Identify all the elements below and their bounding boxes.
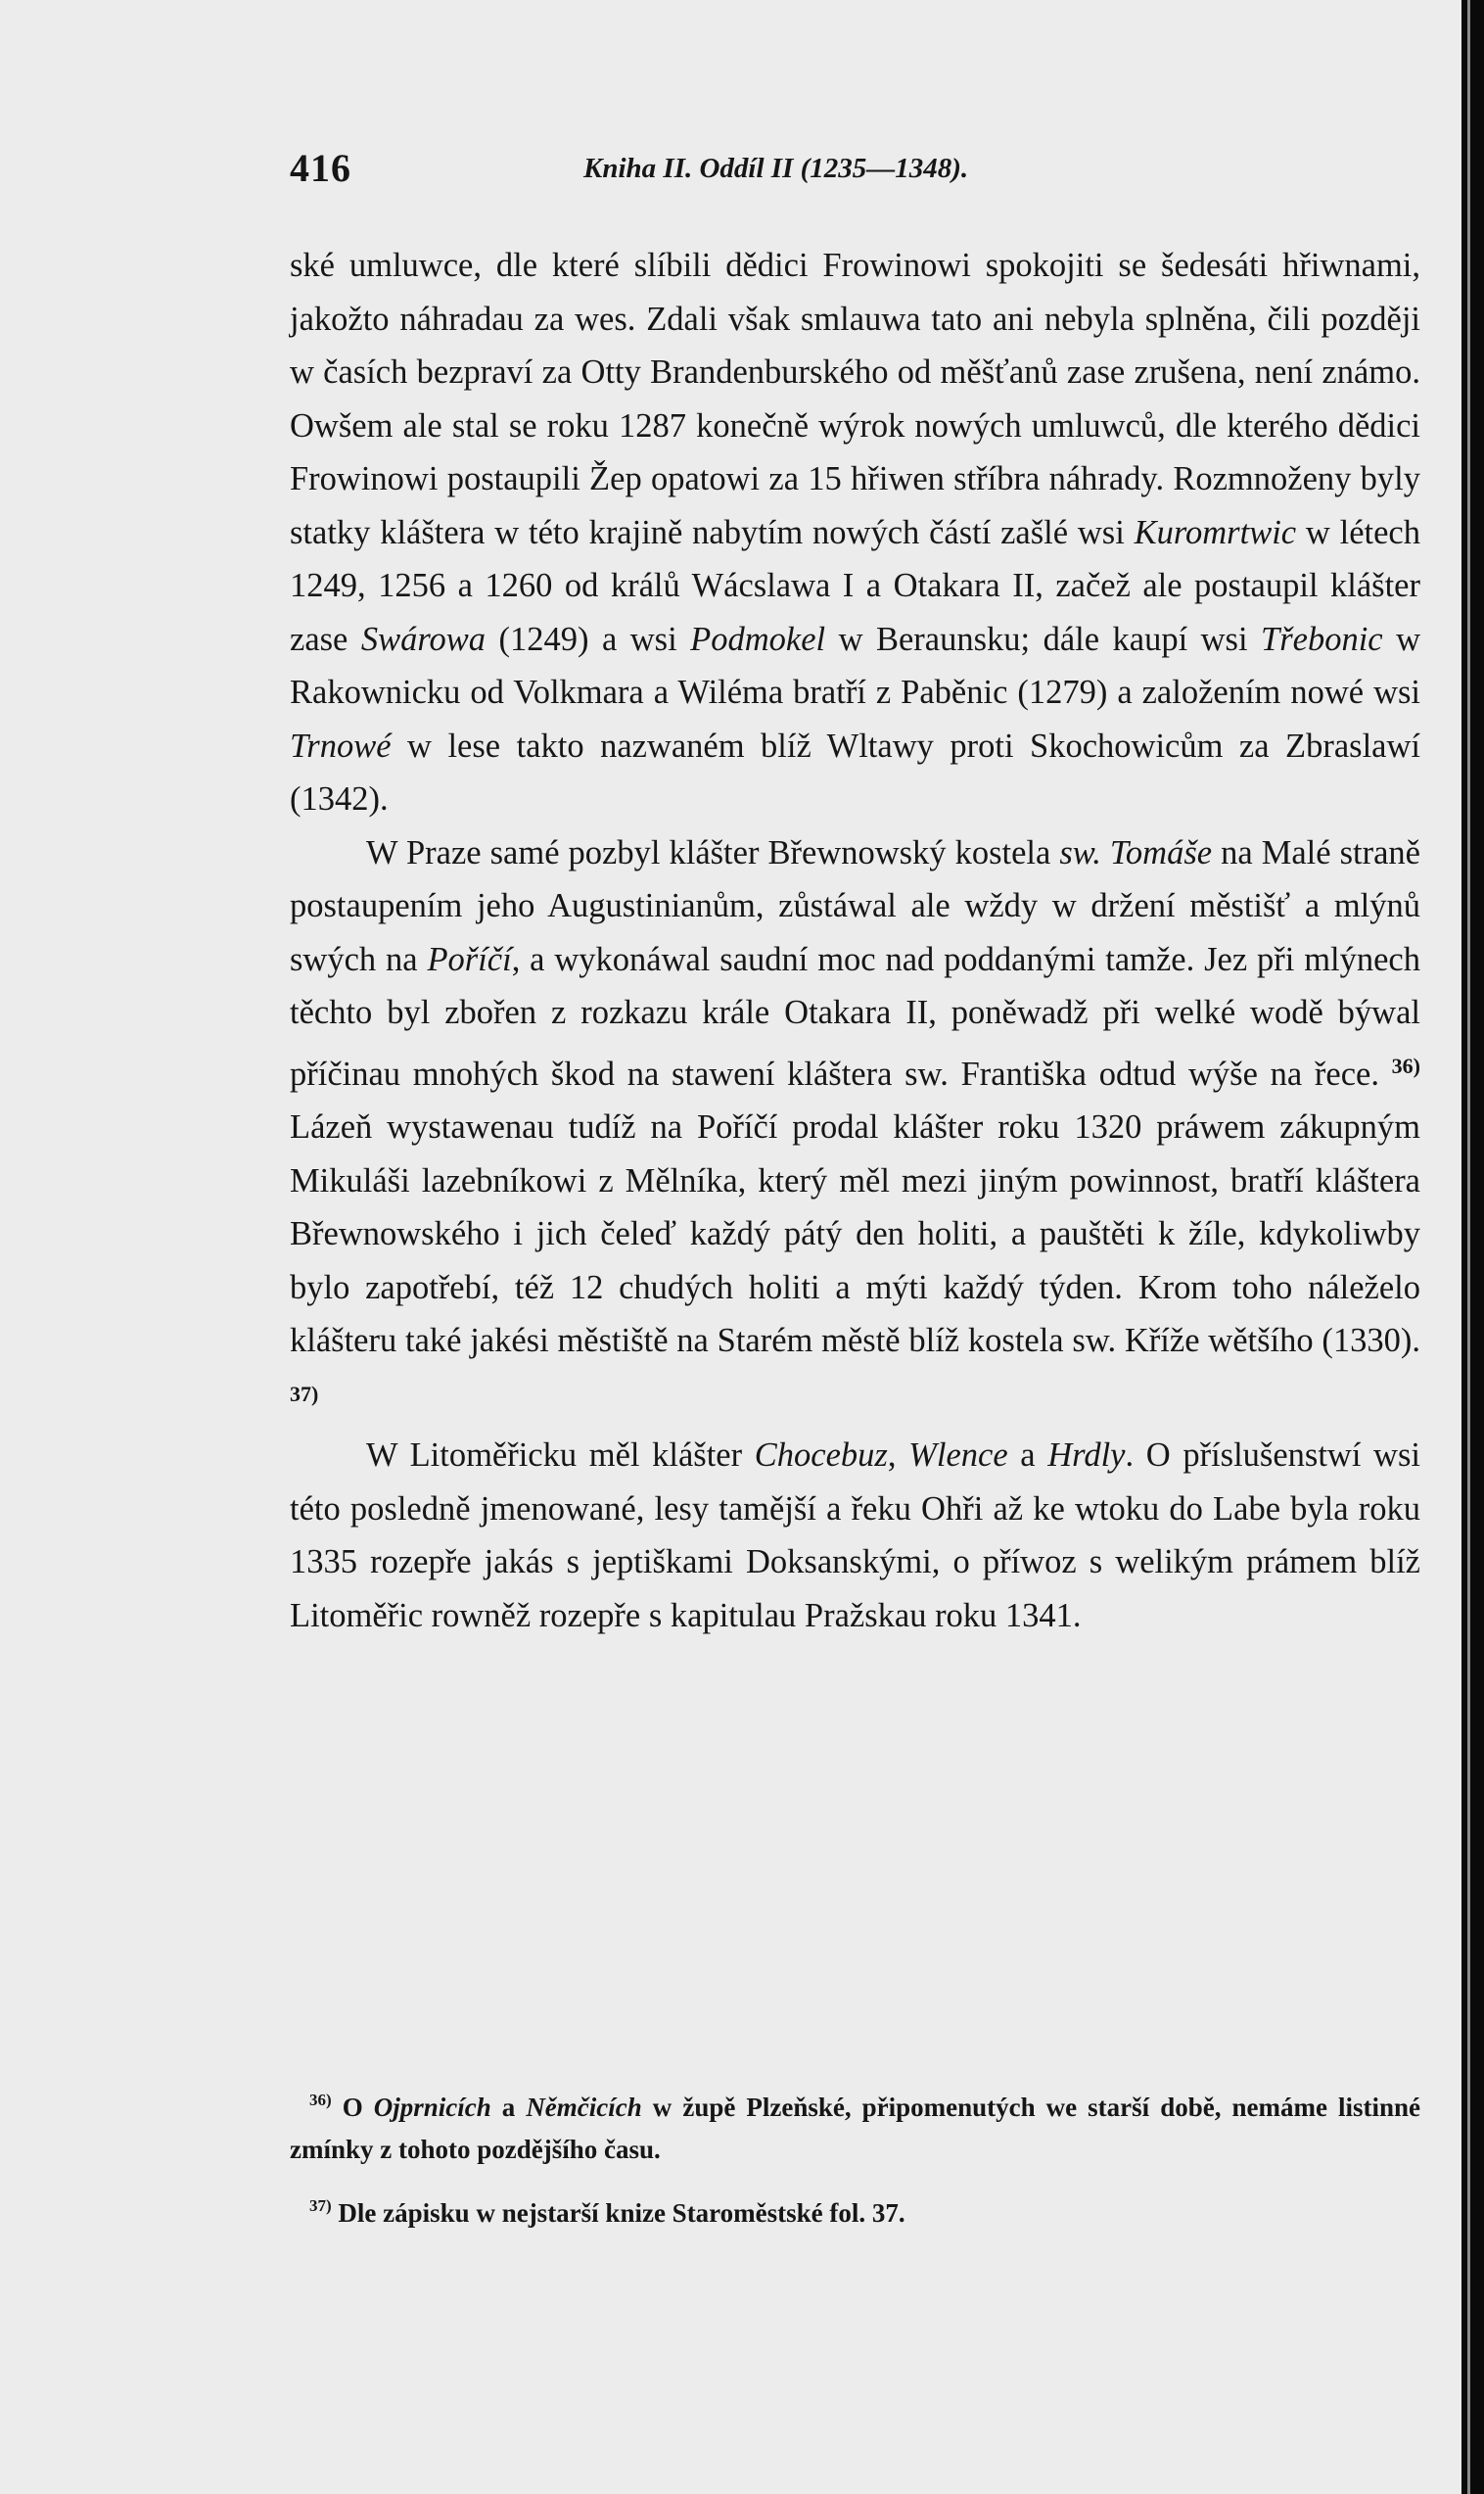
footnote-ref-number: 37: [290, 1381, 311, 1406]
place-name: Němčicích: [526, 2093, 642, 2122]
page-header: [290, 145, 1425, 204]
place-name: Kuromrtwic: [1134, 513, 1297, 551]
text-span: w Rakownicku od Volkmara a Wiléma bratří z Paběnic (1279) a založením nowé wsi: [290, 620, 1420, 711]
footnote-37: [290, 2185, 1420, 2235]
text-span: w Beraunsku; dále kaupí wsi: [825, 620, 1262, 658]
scan-edge: [1461, 0, 1484, 2494]
text-span: (1249) a wsi: [486, 620, 691, 658]
text-span: ,: [887, 1436, 909, 1474]
text-span: na Malé straně postaupením jeho Augustinianům, zůstáwal ale wždy w držení městišť a mlýnů swých na: [290, 833, 1420, 978]
page-number: 416: [290, 146, 351, 190]
place-name: Podmokel: [690, 620, 826, 658]
place-name: Swárowa: [360, 620, 487, 658]
footnote-ref-36: 36): [1391, 1053, 1420, 1078]
text-span: Dle zápisku w nejstarší knize Staroměstské fol. 37.: [331, 2198, 905, 2228]
place-name: Trnowé: [290, 727, 392, 765]
footnote-mark-number: 36: [309, 2091, 326, 2109]
footnote-mark-number: 37: [309, 2196, 326, 2215]
place-name: Wlence: [908, 1436, 1008, 1474]
footnote-ref-number: 36: [1391, 1053, 1414, 1078]
paragraph-3: [290, 1429, 1420, 1642]
text-span: w létech 1249, 1256 a 1260 od králů Wácslawa I a Otakara II, začež ale postaupil klášter zase: [290, 513, 1420, 658]
place-name: Třebonic: [1261, 620, 1383, 658]
text-span: O: [331, 2093, 374, 2122]
text-span: Lázeň wystawenau tudíž na Poříčí prodal klášter roku 1320 práwem zákupným Mikuláši lazebníkowi z Mělníka, který měl mezi jiným powinnost, bratří kláštera Břewnowského i jich čeleď každý pátý den holiti, a pauštěti k žíle, kdykoliwby bylo zapotřebí, též 12 chudých holiti a mýti každý týden. Krom toho náleželo klášteru také jakési městiště na Starém městě blíž kostela sw. Kříže wětšího (1330).: [290, 1108, 1420, 1359]
footnote-mark: 37): [309, 2196, 332, 2215]
text-span: a: [1007, 1436, 1048, 1474]
main-text: [290, 239, 1420, 1642]
scan-edge-line: [1467, 0, 1470, 2494]
text-span: a: [490, 2093, 527, 2122]
footnotes: [290, 2079, 1420, 2248]
text-span: . O příslušenstwí wsi této posledně jmenowané, lesy tamější a řeku Ohři až ke wtoku do Labe byla roku 1335 rozepře jakás s jeptiškami Doksanskými, o příwoz s welikým prámem blíž Litoměřic rowněž rozepře s kapitulau Pražskau roku 1341.: [290, 1436, 1420, 1634]
place-name: sw. Tomáše: [1059, 833, 1213, 871]
running-title: Kniha II. Oddíl II (1235—1348).: [583, 153, 969, 184]
paragraph-1: [290, 239, 1420, 826]
footnote-36: [290, 2079, 1420, 2171]
text-span: w lese takto nazwaném blíž Wltawy proti Skochowicům za Zbraslawí (1342).: [290, 727, 1420, 818]
text-span: w župě Plzeňské, připomenutých we starší době, nemáme listinné zmínky z tohoto pozdějšího času.: [290, 2093, 1420, 2164]
text-span: ské umluwce, dle které slíbili dědici Frowinowi spokojiti se šedesáti hřiwnami, jakožto náhradau za wes. Zdali však smlauwa tato ani nebyla splněna, čili později w časích bezpraví za Otty Brandenburského od měšťanů zase zrušena, není známo. Owšem ale stal se roku 1287 konečně wýrok nowých umluwců, dle kterého dědici Frowinowi postaupili Žep opatowi za 15 hřiwen stříbra náhrady. Rozmnoženy byly statky kláštera w této krajině nabytím nowých částí zašlé wsi: [290, 247, 1420, 551]
place-name: Ojprnicích: [373, 2093, 491, 2122]
place-name: Chocebuz: [754, 1436, 888, 1474]
text-span: W Litoměřicku měl klášter: [366, 1436, 755, 1474]
text-span: W Praze samé pozbyl klášter Břewnowský kostela: [366, 833, 1060, 871]
text-span: , a wykonáwal saudní moc nad poddanými tamže. Jez při mlýnech těchto byl zbořen z rozkazu krále Otakara II, poněwadž při welké wodě býwal příčinau mnohých škod na stawení kláštera sw. Františka odtud wýše na řece.: [290, 940, 1420, 1093]
footnote-mark: 36): [309, 2091, 332, 2109]
place-name: Hrdly: [1047, 1436, 1126, 1474]
paragraph-2: [290, 826, 1420, 1430]
place-name: Poříčí: [427, 940, 512, 978]
footnote-ref-37: 37): [290, 1381, 319, 1406]
